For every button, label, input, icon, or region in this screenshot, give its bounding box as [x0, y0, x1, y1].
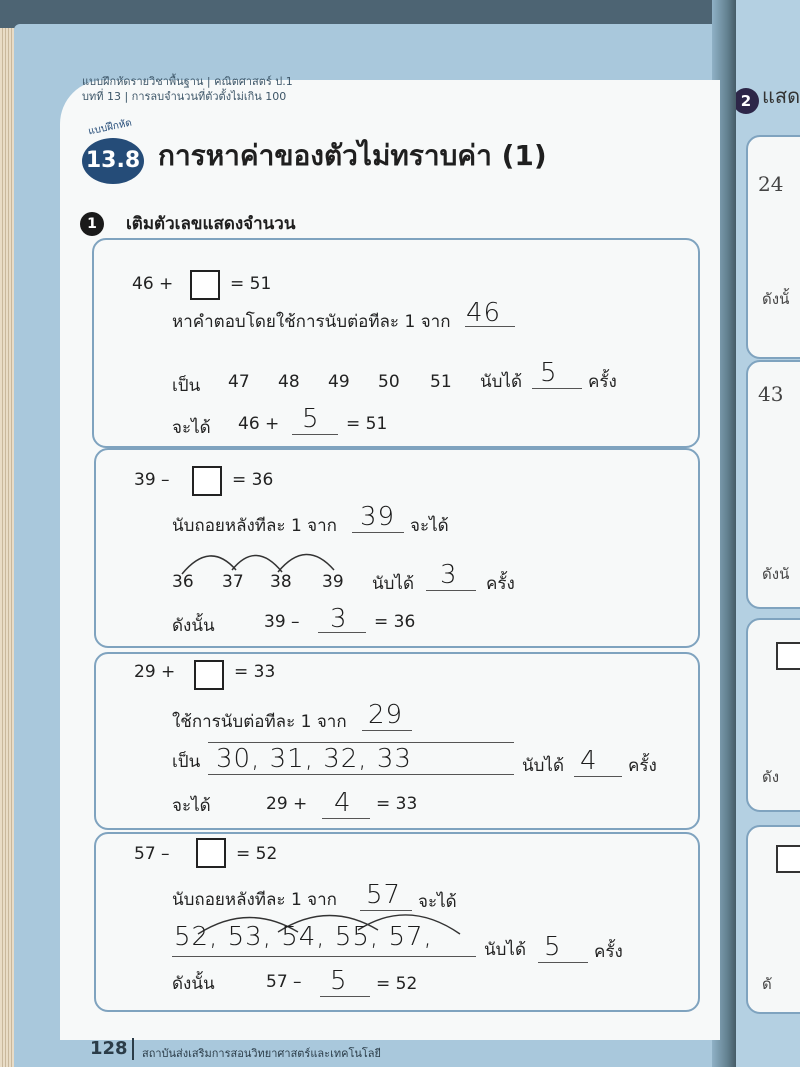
right-answer-box-1: [776, 642, 800, 670]
right-question-number: 2: [736, 88, 759, 114]
sequence-number: 48: [278, 372, 300, 392]
sequence-number: 37: [222, 572, 244, 592]
header-chapter: บทที่ 13 | การลบจำนวนที่ตัวตั้งไม่เกิน 100: [82, 90, 287, 103]
question-number: 1: [80, 212, 104, 236]
right-page: [736, 0, 800, 1067]
count-unit: ครั้ง: [628, 756, 657, 776]
equation-left: 57 –: [134, 844, 170, 864]
right-label-4: ดั: [762, 975, 772, 993]
handwritten-answer[interactable]: 39: [360, 502, 396, 532]
handwritten-answer[interactable]: 57: [366, 880, 402, 910]
equation-right: = 52: [236, 844, 278, 864]
result-right: = 33: [376, 794, 418, 814]
question-instruction: เติมตัวเลขแสดงจำนวน: [126, 214, 296, 234]
handwritten-answer[interactable]: 46: [466, 298, 502, 328]
result-line: [292, 434, 338, 435]
count-label: นับได้: [484, 940, 527, 960]
equation-right: = 33: [234, 662, 276, 682]
equation-left: 46 +: [132, 274, 174, 294]
count-line: [426, 590, 476, 591]
count-label: นับได้: [480, 372, 523, 392]
lesson-number-badge: 13.8: [82, 138, 144, 184]
exercise-label: แบบฝึกหัด: [87, 117, 133, 138]
count-label: นับได้: [372, 574, 415, 594]
sequence-number: 47: [228, 372, 250, 392]
unknown-box[interactable]: [194, 660, 224, 690]
right-box-4: [746, 825, 800, 1014]
equation-right: = 36: [232, 470, 274, 490]
handwritten-result[interactable]: 5: [302, 404, 320, 434]
sequence-line-top: [208, 742, 514, 743]
equation-left: 29 +: [134, 662, 176, 682]
sequence-label: เป็น: [172, 376, 201, 396]
result-right: = 36: [374, 612, 416, 632]
result-label: จะได้: [172, 796, 211, 816]
instruction-line: นับถอยหลังทีละ 1 จาก: [172, 516, 337, 536]
sequence-number: 50: [378, 372, 400, 392]
result-left: 46 +: [238, 414, 280, 434]
right-label-1: ดังนั้: [762, 290, 790, 308]
right-label-2: ดังนั: [762, 565, 790, 583]
handwritten-count[interactable]: 4: [580, 746, 598, 776]
handwritten-count[interactable]: 5: [544, 932, 562, 962]
unknown-box[interactable]: [192, 466, 222, 496]
count-line: [538, 962, 588, 963]
equation-right: = 51: [230, 274, 272, 294]
count-unit: ครั้ง: [594, 942, 623, 962]
right-answer-box-2: [776, 845, 800, 873]
unknown-box[interactable]: [196, 838, 226, 868]
right-box-2: [746, 360, 800, 609]
count-unit: ครั้ง: [486, 574, 515, 594]
instruction-line: ใช้การนับต่อทีละ 1 จาก: [172, 712, 347, 732]
unknown-box[interactable]: [190, 270, 220, 300]
instruction-after: จะได้: [410, 516, 449, 536]
handwritten-sequence[interactable]: 52, 53, 54, 55, 57,: [174, 922, 433, 952]
sequence-number: 51: [430, 372, 452, 392]
handwritten-count[interactable]: 3: [440, 560, 458, 590]
sequence-line-bottom: [208, 774, 514, 775]
result-right: = 52: [376, 974, 418, 994]
instruction-line: หาคำตอบโดยใช้การนับต่อทีละ 1 จาก: [172, 312, 451, 332]
answer-line: [352, 532, 404, 533]
result-label: จะได้: [172, 418, 211, 438]
result-right: = 51: [346, 414, 388, 434]
sequence-number: 49: [328, 372, 350, 392]
count-line: [532, 388, 582, 389]
count-label: นับได้: [522, 756, 565, 776]
page-number: 128: [90, 1038, 128, 1059]
handwritten-sequence[interactable]: 30, 31, 32, 33: [216, 744, 412, 774]
right-label-3: ดัง: [762, 768, 780, 786]
instruction-line: นับถอยหลังทีละ 1 จาก: [172, 890, 337, 910]
header-subject: แบบฝึกหัดรายวิชาพื้นฐาน | คณิตศาสตร์ ป.1: [82, 75, 293, 88]
handwritten-result[interactable]: 4: [334, 788, 352, 818]
right-number-1: 24: [758, 172, 784, 196]
right-number-2: 43: [758, 382, 784, 406]
sequence-number: 39: [322, 572, 344, 592]
sequence-number: 38: [270, 572, 292, 592]
result-label: ดังนั้น: [172, 974, 215, 994]
result-left: 57 –: [266, 972, 302, 992]
result-left: 29 +: [266, 794, 308, 814]
result-left: 39 –: [264, 612, 300, 632]
sequence-number: 36: [172, 572, 194, 592]
equation-left: 39 –: [134, 470, 170, 490]
right-heading: แสด: [762, 84, 800, 108]
sequence-line: [172, 956, 476, 957]
sequence-label: เป็น: [172, 752, 201, 772]
handwritten-answer[interactable]: 29: [368, 700, 404, 730]
handwritten-result[interactable]: 5: [330, 966, 348, 996]
result-line: [322, 818, 370, 819]
count-line: [574, 776, 622, 777]
handwritten-count[interactable]: 5: [540, 358, 558, 388]
answer-line: [362, 730, 412, 731]
count-unit: ครั้ง: [588, 372, 617, 392]
publisher-name: สถาบันส่งเสริมการสอนวิทยาศาสตร์และเทคโนโลยี: [142, 1047, 381, 1060]
right-box-1: [746, 135, 800, 359]
handwritten-result[interactable]: 3: [330, 604, 348, 634]
footer-divider: [132, 1038, 134, 1060]
result-label: ดังนั้น: [172, 616, 215, 636]
page-title: การหาค่าของตัวไม่ทราบค่า (1): [158, 139, 547, 172]
result-line: [320, 996, 370, 997]
right-box-3: [746, 618, 800, 812]
instruction-after: จะได้: [418, 892, 457, 912]
